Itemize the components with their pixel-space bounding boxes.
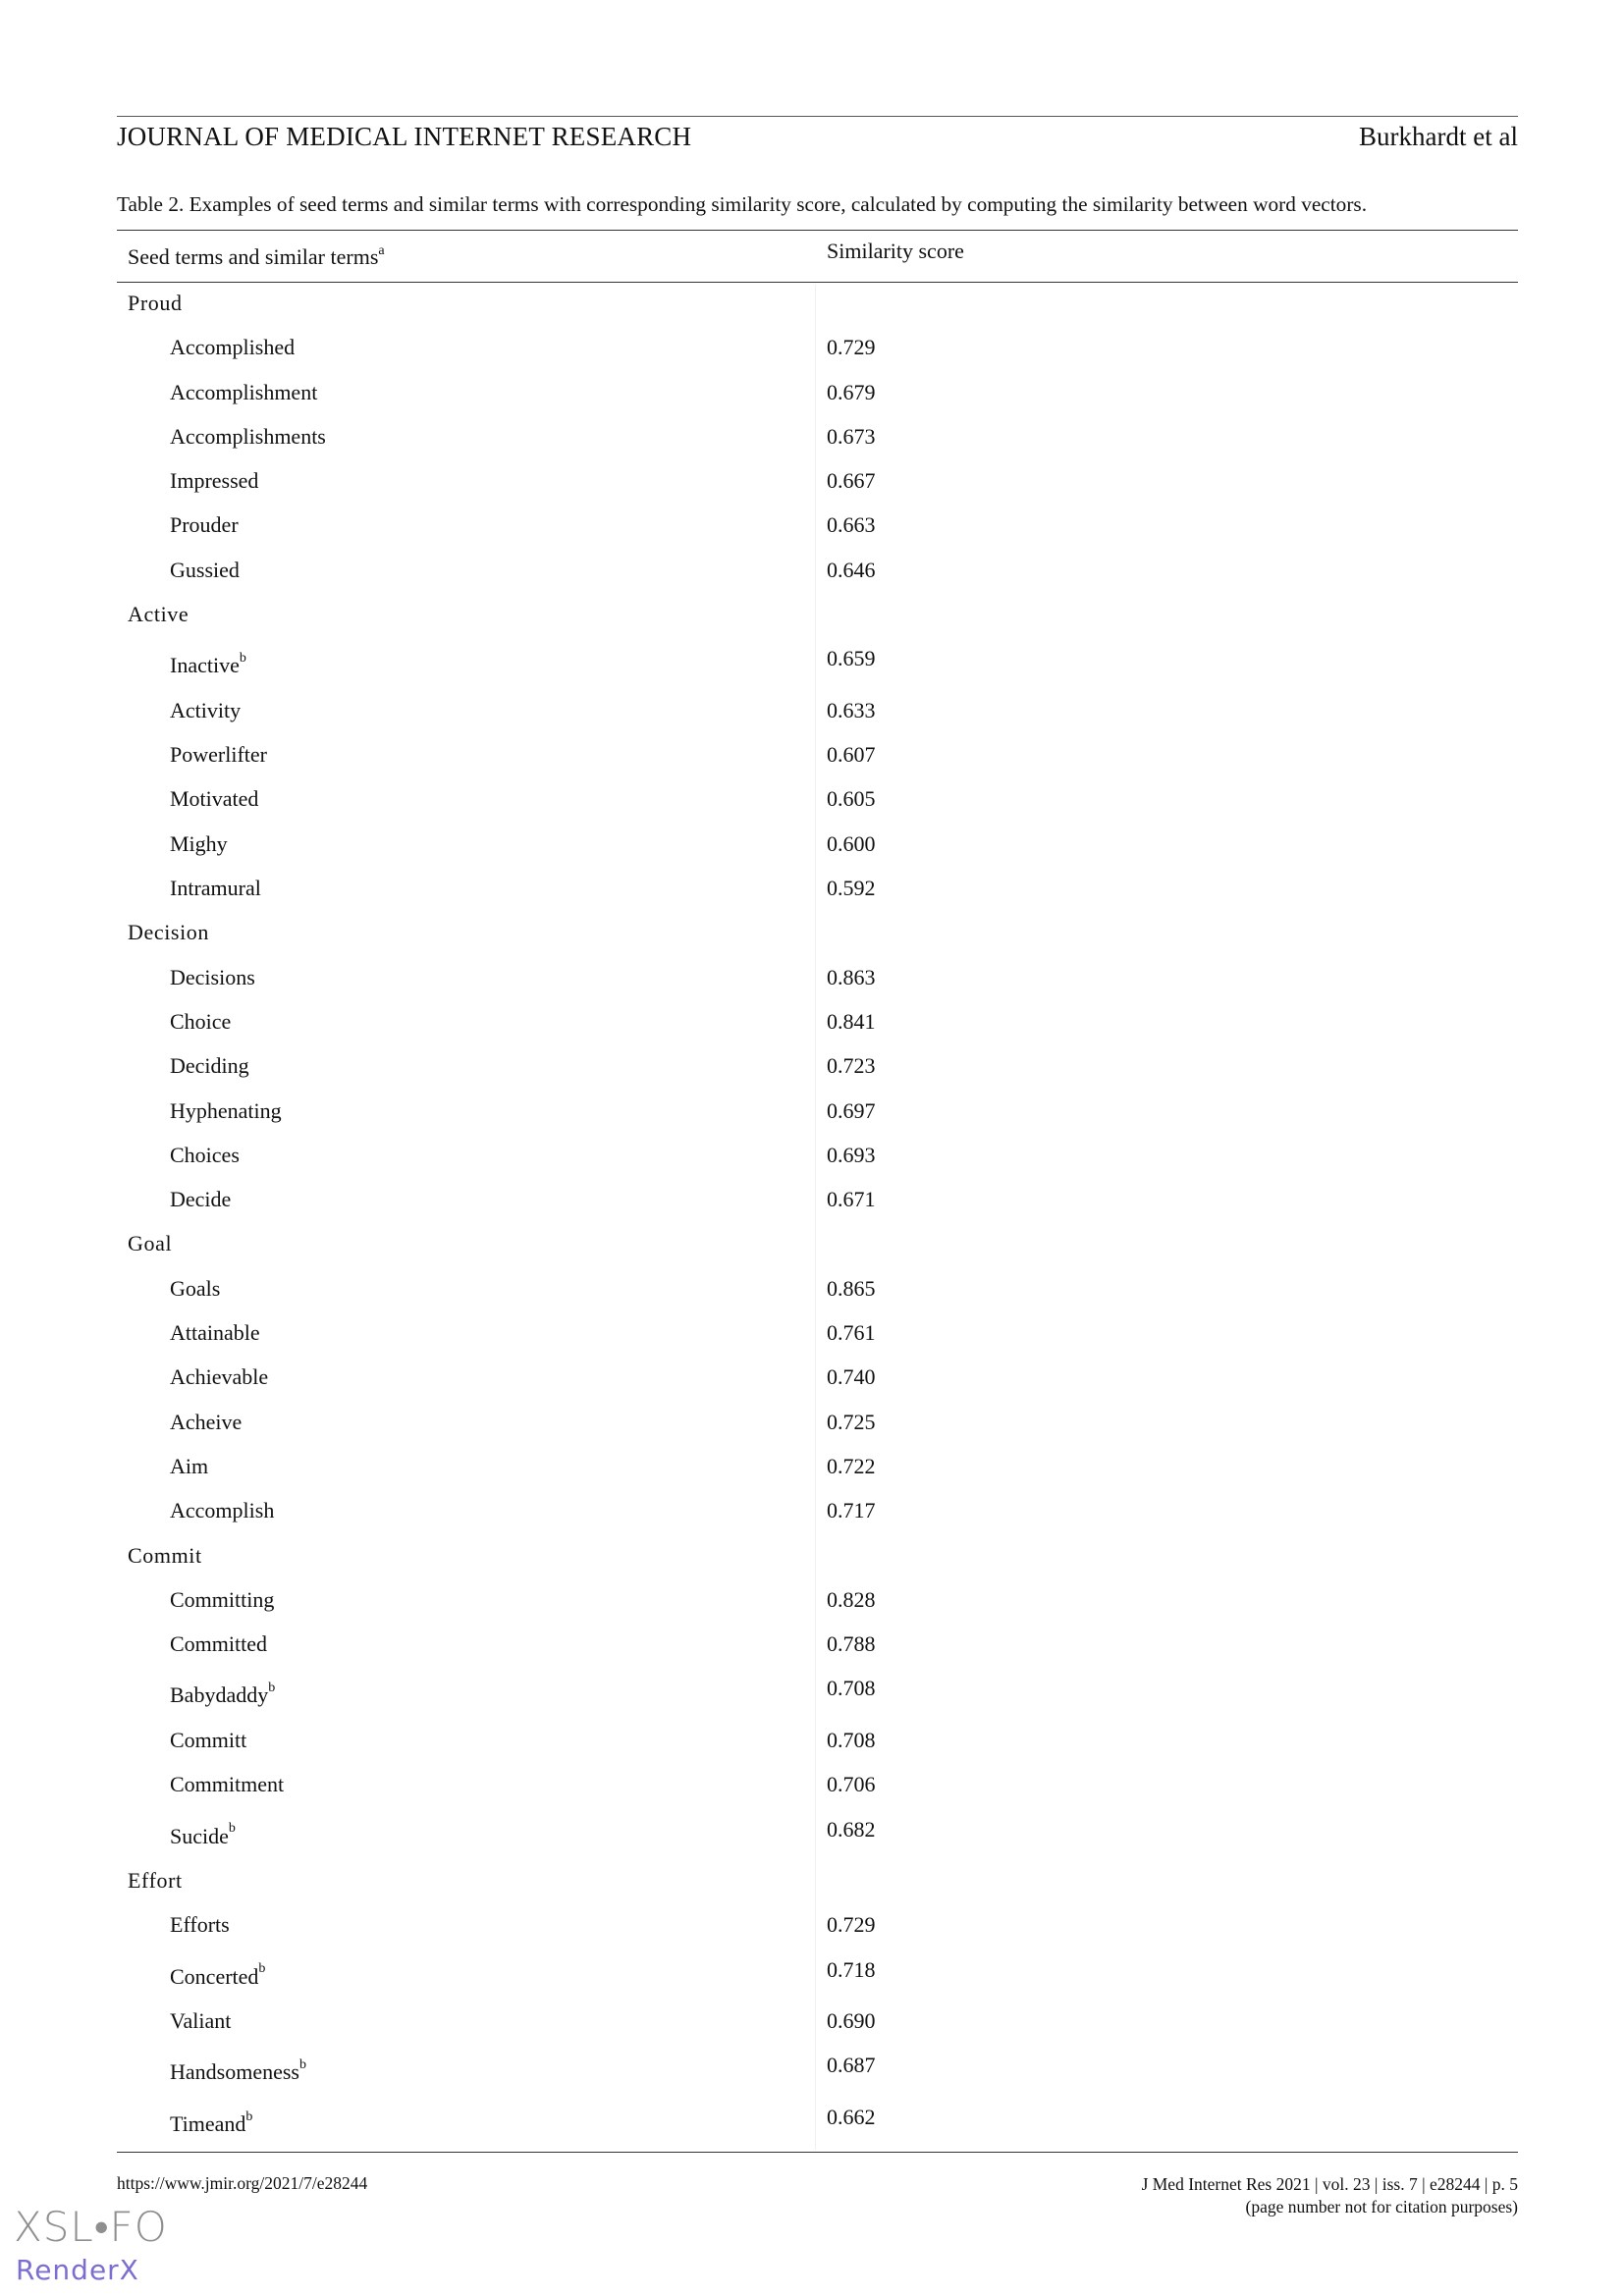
similar-term-label: Committed xyxy=(170,1631,267,1657)
seed-term: Commit xyxy=(128,1542,202,1568)
similar-term-row xyxy=(117,1722,1518,1766)
similarity-score: 0.706 xyxy=(827,1772,876,1797)
similarity-score: 0.865 xyxy=(827,1275,876,1301)
similar-term-row xyxy=(117,780,1518,825)
footnote-marker: a xyxy=(378,242,385,258)
similar-term-label: Powerlifter xyxy=(170,742,267,768)
similar-term-label: Committ xyxy=(170,1727,247,1752)
similar-term-row xyxy=(117,1951,1518,2003)
footer-citation xyxy=(1142,2173,1518,2218)
header-rule xyxy=(117,116,1518,117)
similarity-score: 0.690 xyxy=(827,2008,876,2034)
similar-term-label: Aim xyxy=(170,1453,209,1478)
similar-term xyxy=(170,698,241,723)
similar-term-row xyxy=(117,1047,1518,1092)
similar-term xyxy=(170,1498,274,1523)
running-authors: Burkhardt et al xyxy=(1359,122,1518,151)
similar-term-row xyxy=(117,418,1518,462)
similar-term-row xyxy=(117,1137,1518,1181)
similar-term-row xyxy=(117,1766,1518,1810)
seed-term: Decision xyxy=(128,920,210,945)
similar-term-row xyxy=(117,1626,1518,1670)
similarity-score: 0.659 xyxy=(827,646,876,671)
similar-term-row xyxy=(117,870,1518,914)
similar-term xyxy=(170,1320,260,1346)
seed-term: Proud xyxy=(128,291,183,315)
similar-term xyxy=(170,1187,231,1212)
similar-term xyxy=(170,742,267,768)
similar-term-label: Hyphenating xyxy=(170,1097,282,1123)
similar-term xyxy=(170,1587,274,1613)
column-header-score: Similarity score xyxy=(827,239,964,263)
similar-term-label: Accomplishment xyxy=(170,379,318,404)
seed-term-row xyxy=(117,1862,1518,1906)
similar-term xyxy=(170,468,258,494)
footnote-marker: b xyxy=(245,2109,253,2124)
similar-term-label: Prouder xyxy=(170,512,239,538)
similarity-score: 0.723 xyxy=(827,1053,876,1079)
similar-term-label: Accomplished xyxy=(170,335,296,360)
journal-title: JOURNAL OF MEDICAL INTERNET RESEARCH xyxy=(117,122,692,151)
similar-term xyxy=(170,1912,230,1938)
similar-term-row xyxy=(117,2002,1518,2047)
similar-term-row xyxy=(117,2099,1518,2151)
similar-term-label: Choices xyxy=(170,1142,240,1167)
similar-term-row xyxy=(117,552,1518,596)
similar-term xyxy=(170,1821,236,1849)
similar-term-label: Efforts xyxy=(170,1912,230,1938)
similar-term xyxy=(170,2059,306,2085)
similarity-score: 0.673 xyxy=(827,423,876,449)
similar-term-row xyxy=(117,736,1518,780)
footnote-marker: b xyxy=(268,1681,276,1696)
similar-term-row xyxy=(117,1270,1518,1314)
seed-term: Goal xyxy=(128,1231,173,1256)
similar-term-label: Timeand xyxy=(170,2110,246,2136)
similarity-score: 0.605 xyxy=(827,786,876,812)
similarity-score: 0.671 xyxy=(827,1187,876,1212)
logo-renderx-text: RenderX xyxy=(16,2254,139,2286)
similar-term xyxy=(170,1009,231,1035)
similarity-score: 0.828 xyxy=(827,1586,876,1612)
similar-term-label: Acheive xyxy=(170,1409,243,1434)
footnote-marker: b xyxy=(228,1821,236,1837)
similarity-score: 0.697 xyxy=(827,1097,876,1123)
similar-term-row xyxy=(117,826,1518,870)
similarity-score: 0.729 xyxy=(827,335,876,360)
similar-term-row xyxy=(117,1314,1518,1359)
similar-term xyxy=(170,2008,231,2034)
similar-term xyxy=(170,335,295,360)
similar-term-row xyxy=(117,1448,1518,1492)
similarity-score: 0.729 xyxy=(827,1912,876,1938)
table-bottom-rule xyxy=(117,2152,1518,2153)
similarity-score: 0.633 xyxy=(827,697,876,722)
similar-term xyxy=(170,1961,266,1990)
similarity-score: 0.687 xyxy=(827,2053,876,2078)
column-header-terms xyxy=(128,244,385,270)
similarity-score: 0.863 xyxy=(827,964,876,989)
similarity-score: 0.663 xyxy=(827,512,876,538)
similar-term-row xyxy=(117,374,1518,418)
similar-term xyxy=(170,1098,282,1124)
similar-term-label: Inactive xyxy=(170,653,240,678)
similar-term-row xyxy=(117,640,1518,692)
similar-term-label: Goals xyxy=(170,1275,221,1301)
similar-term-row xyxy=(117,1670,1518,1722)
seed-term-row xyxy=(117,596,1518,640)
similar-term xyxy=(170,2111,252,2137)
similar-term xyxy=(170,786,258,812)
similar-term xyxy=(170,558,240,583)
similarity-score: 0.667 xyxy=(827,468,876,494)
similar-term xyxy=(170,1143,240,1168)
similarity-score: 0.592 xyxy=(827,876,876,901)
similarity-score: 0.761 xyxy=(827,1320,876,1346)
similar-term xyxy=(170,1772,284,1797)
similar-term-row xyxy=(117,329,1518,373)
similar-term xyxy=(170,1364,268,1390)
similar-term-row xyxy=(117,507,1518,551)
similar-term xyxy=(170,424,326,450)
similar-term xyxy=(170,1276,220,1302)
similar-term-label: Choice xyxy=(170,1008,232,1034)
footnote-marker: b xyxy=(258,1961,266,1977)
table-caption: Table 2. Examples of seed terms and similar terms with corresponding similarity score, calculated by computing the similarity between word vectors. xyxy=(117,192,1368,216)
similar-term-row xyxy=(117,959,1518,1003)
similar-term-row xyxy=(117,1003,1518,1047)
similarity-score: 0.600 xyxy=(827,830,876,856)
similar-term-label: Gussied xyxy=(170,557,240,582)
similar-term-row xyxy=(117,1906,1518,1950)
similar-term xyxy=(170,1454,208,1479)
similar-term-label: Intramural xyxy=(170,876,261,901)
similarity-score: 0.682 xyxy=(827,1816,876,1842)
similar-term-row xyxy=(117,2047,1518,2099)
similar-term-label: Concerted xyxy=(170,1963,259,1989)
similarity-score: 0.788 xyxy=(827,1631,876,1657)
similar-term-row xyxy=(117,1404,1518,1448)
similarity-score: 0.607 xyxy=(827,742,876,768)
column-header-terms-label: Seed terms and similar terms xyxy=(128,244,379,269)
similar-term-label: Decide xyxy=(170,1187,232,1212)
similar-term-label: Valiant xyxy=(170,2008,232,2034)
similar-term-label: Babydaddy xyxy=(170,1682,269,1708)
similar-term-row xyxy=(117,1359,1518,1403)
seed-term-row xyxy=(117,285,1518,329)
similar-term xyxy=(170,1682,275,1708)
seed-term-row xyxy=(117,914,1518,958)
table-top-rule xyxy=(117,230,1518,231)
similar-term-label: Accomplishments xyxy=(170,423,326,449)
similar-term-row xyxy=(117,462,1518,507)
similar-term-label: Achievable xyxy=(170,1364,269,1390)
similar-term-label: Commitment xyxy=(170,1772,285,1797)
similar-term-label: Attainable xyxy=(170,1320,260,1346)
similar-term xyxy=(170,831,228,857)
similar-term xyxy=(170,653,246,678)
similarity-score: 0.740 xyxy=(827,1364,876,1390)
similarity-score: 0.708 xyxy=(827,1676,876,1701)
xslfo-renderx-logo xyxy=(14,2203,168,2291)
similar-term-label: Accomplish xyxy=(170,1498,275,1523)
similar-term-label: Motivated xyxy=(170,786,259,812)
table-header-rule xyxy=(117,282,1518,283)
footnote-marker: b xyxy=(239,651,246,667)
similar-term-row xyxy=(117,1093,1518,1137)
similar-term-label: Deciding xyxy=(170,1053,249,1079)
similar-term xyxy=(170,1631,267,1657)
page xyxy=(117,0,1518,2296)
footnote-marker: b xyxy=(298,2057,306,2073)
footer-citation-line: J Med Internet Res 2021 | vol. 23 | iss. 7 | e28244 | p. 5 xyxy=(1141,2174,1518,2194)
similarity-score: 0.725 xyxy=(827,1409,876,1434)
logo-xslfo-text: XSL•FO xyxy=(14,2203,168,2251)
seed-term: Active xyxy=(128,602,189,627)
similarity-score: 0.722 xyxy=(827,1453,876,1478)
similar-term-label: Handsomeness xyxy=(170,2059,299,2085)
similar-term xyxy=(170,965,255,990)
seed-term-row xyxy=(117,1225,1518,1269)
similar-term-row xyxy=(117,1181,1518,1225)
similarity-score: 0.708 xyxy=(827,1727,876,1752)
similar-term-label: Mighy xyxy=(170,830,228,856)
table-body xyxy=(117,285,1518,2150)
seed-term-row xyxy=(117,1537,1518,1581)
similar-term-row xyxy=(117,692,1518,736)
similar-term-row xyxy=(117,1811,1518,1863)
similarity-score: 0.662 xyxy=(827,2104,876,2129)
similar-term-label: Committing xyxy=(170,1586,275,1612)
similarity-score: 0.693 xyxy=(827,1142,876,1167)
similar-term-label: Sucide xyxy=(170,1823,229,1848)
similarity-score: 0.646 xyxy=(827,557,876,582)
similar-term xyxy=(170,1410,242,1435)
similarity-score: 0.718 xyxy=(827,1956,876,1982)
similarity-score: 0.841 xyxy=(827,1008,876,1034)
similar-term xyxy=(170,1728,246,1753)
similar-term xyxy=(170,380,317,405)
footer-url: https://www.jmir.org/2021/7/e28244 xyxy=(117,2173,368,2193)
similar-term xyxy=(170,876,261,901)
similar-term xyxy=(170,1053,249,1079)
similar-term-label: Impressed xyxy=(170,468,259,494)
similar-term-row xyxy=(117,1581,1518,1626)
similar-term-label: Activity xyxy=(170,697,242,722)
similarity-score: 0.679 xyxy=(827,379,876,404)
footer-citation-note: (page number not for citation purposes) xyxy=(1245,2197,1518,2216)
similar-term-label: Decisions xyxy=(170,964,255,989)
seed-term: Effort xyxy=(128,1868,183,1893)
similar-term-row xyxy=(117,1492,1518,1536)
similarity-score: 0.717 xyxy=(827,1498,876,1523)
similar-term xyxy=(170,512,239,538)
